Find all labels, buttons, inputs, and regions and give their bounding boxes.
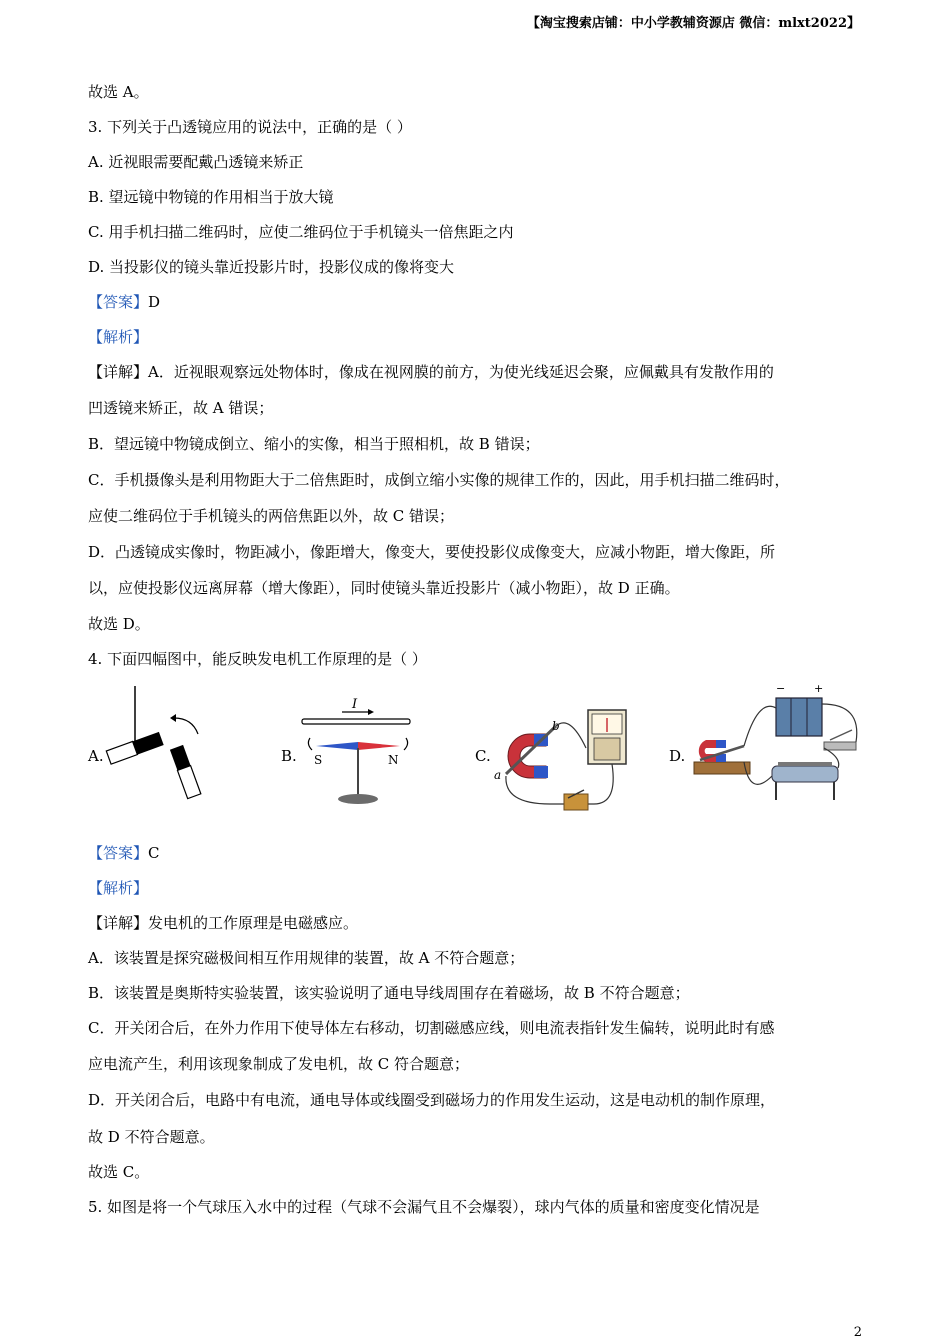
q3-detail-7: 以，应使投影仪远离屏幕（增大像距），同时使镜头靠近投影片（减小物距），故 D 正确。: [88, 579, 680, 597]
q3-option-b: B. 望远镜中物镜的作用相当于放大镜: [88, 188, 334, 206]
detail-text: A．近视眼观察远处物体时，像成在视网膜的前方，为使光线延迟会聚，应佩戴具有发散作用的: [148, 363, 774, 381]
battery-minus-icon: −: [776, 682, 786, 695]
answer-tag: 【答案】: [88, 844, 149, 862]
page-header: 【淘宝搜索店铺：中小学教辅资源店 微信：mlxt2022】: [526, 16, 860, 31]
south-pole-label: S: [314, 753, 323, 767]
answer-tag: 【答案】: [88, 293, 149, 311]
figure-a-magnets: [104, 684, 214, 809]
detail-text: 发电机的工作原理是电磁感应。: [148, 914, 359, 932]
answer-value: D: [148, 293, 161, 311]
figure-b-oersted: [296, 698, 421, 808]
q4-stem: 4. 下面四幅图中，能反映发电机工作原理的是（ ）: [88, 650, 427, 668]
q4-detail-5: 应电流产生，利用该现象制成了发电机，故 C 符合题意；: [88, 1055, 470, 1073]
current-label: I: [352, 698, 358, 712]
answer-value: C: [148, 844, 160, 862]
q3-detail-1: [88, 362, 774, 382]
figure-c-generator: [490, 704, 645, 824]
q3-option-d: D. 当投影仪的镜头靠近投影片时，投影仪成的像将变大: [88, 258, 455, 276]
q3-detail-3: B．望远镜中物镜成倒立、缩小的实像，相当于照相机，故 B 错误；: [88, 435, 540, 453]
q4-detail-6: D．开关闭合后，电路中有电流，通电导体或线圈受到磁场力的作用发生运动，这是电动机的制作原理，: [88, 1091, 776, 1109]
q3-option-c: C. 用手机扫描二维码时，应使二维码位于手机镜头一倍焦距之内: [88, 223, 514, 241]
q4-analysis-tag: 【解析】: [88, 879, 149, 897]
q3-answer: [88, 292, 160, 312]
detail-tag: 【详解】: [88, 914, 149, 932]
north-pole-label: N: [388, 753, 399, 767]
q3-option-a: A. 近视眼需要配戴凸透镜来矫正: [88, 153, 304, 171]
point-a-label: a: [494, 768, 502, 782]
q5-stem: 5. 如图是将一个气球压入水中的过程（气球不会漏气且不会爆裂），球内气体的质量和密度变化情况是: [88, 1198, 760, 1216]
q3-stem: 3. 下列关于凸透镜应用的说法中，正确的是（ ）: [88, 118, 412, 136]
q4-detail-4: C．开关闭合后，在外力作用下使导体左右移动，切割磁感应线，则电流表指针发生偏转，说明此时有感: [88, 1019, 775, 1037]
q2-conclusion: 故选 A。: [88, 83, 149, 101]
q3-detail-4: C．手机摄像头是利用物距大于二倍焦距时，成倒立缩小实像的规律工作的，因此，用手机扫描二维码时，: [88, 471, 790, 489]
q3-detail-6: D．凸透镜成实像时，物距减小，像距增大，像变大，要使投影仪成像变大，应减小物距，增大像距，所: [88, 543, 776, 561]
detail-tag: 【详解】: [88, 363, 149, 381]
figure-label-a: A.: [88, 747, 104, 765]
q3-detail-2: 凹透镜来矫正，故 A 错误；: [88, 399, 274, 417]
figure-label-d: D.: [669, 747, 686, 765]
page-number: 2: [853, 1325, 862, 1340]
q4-answer: [88, 843, 160, 863]
battery-plus-icon: +: [814, 682, 824, 695]
q4-conclusion: 故选 C。: [88, 1163, 150, 1181]
q3-analysis-tag: 【解析】: [88, 328, 149, 346]
q4-detail-2: A．该装置是探究磁极间相互作用规律的装置，故 A 不符合题意；: [88, 949, 525, 967]
q4-detail-1: [88, 913, 358, 933]
q3-conclusion: 故选 D。: [88, 615, 150, 633]
point-b-label: b: [552, 719, 560, 733]
q3-detail-5: 应使二维码位于手机镜头的两倍焦距以外，故 C 错误；: [88, 507, 455, 525]
q4-detail-3: B．该装置是奥斯特实验装置，该实验说明了通电导线周围存在着磁场，故 B 不符合题意；: [88, 984, 690, 1002]
figure-label-c: C.: [475, 747, 491, 765]
figure-d-motor: [692, 678, 867, 810]
figure-label-b: B.: [281, 747, 297, 765]
q4-detail-7: 故 D 不符合题意。: [88, 1128, 215, 1146]
